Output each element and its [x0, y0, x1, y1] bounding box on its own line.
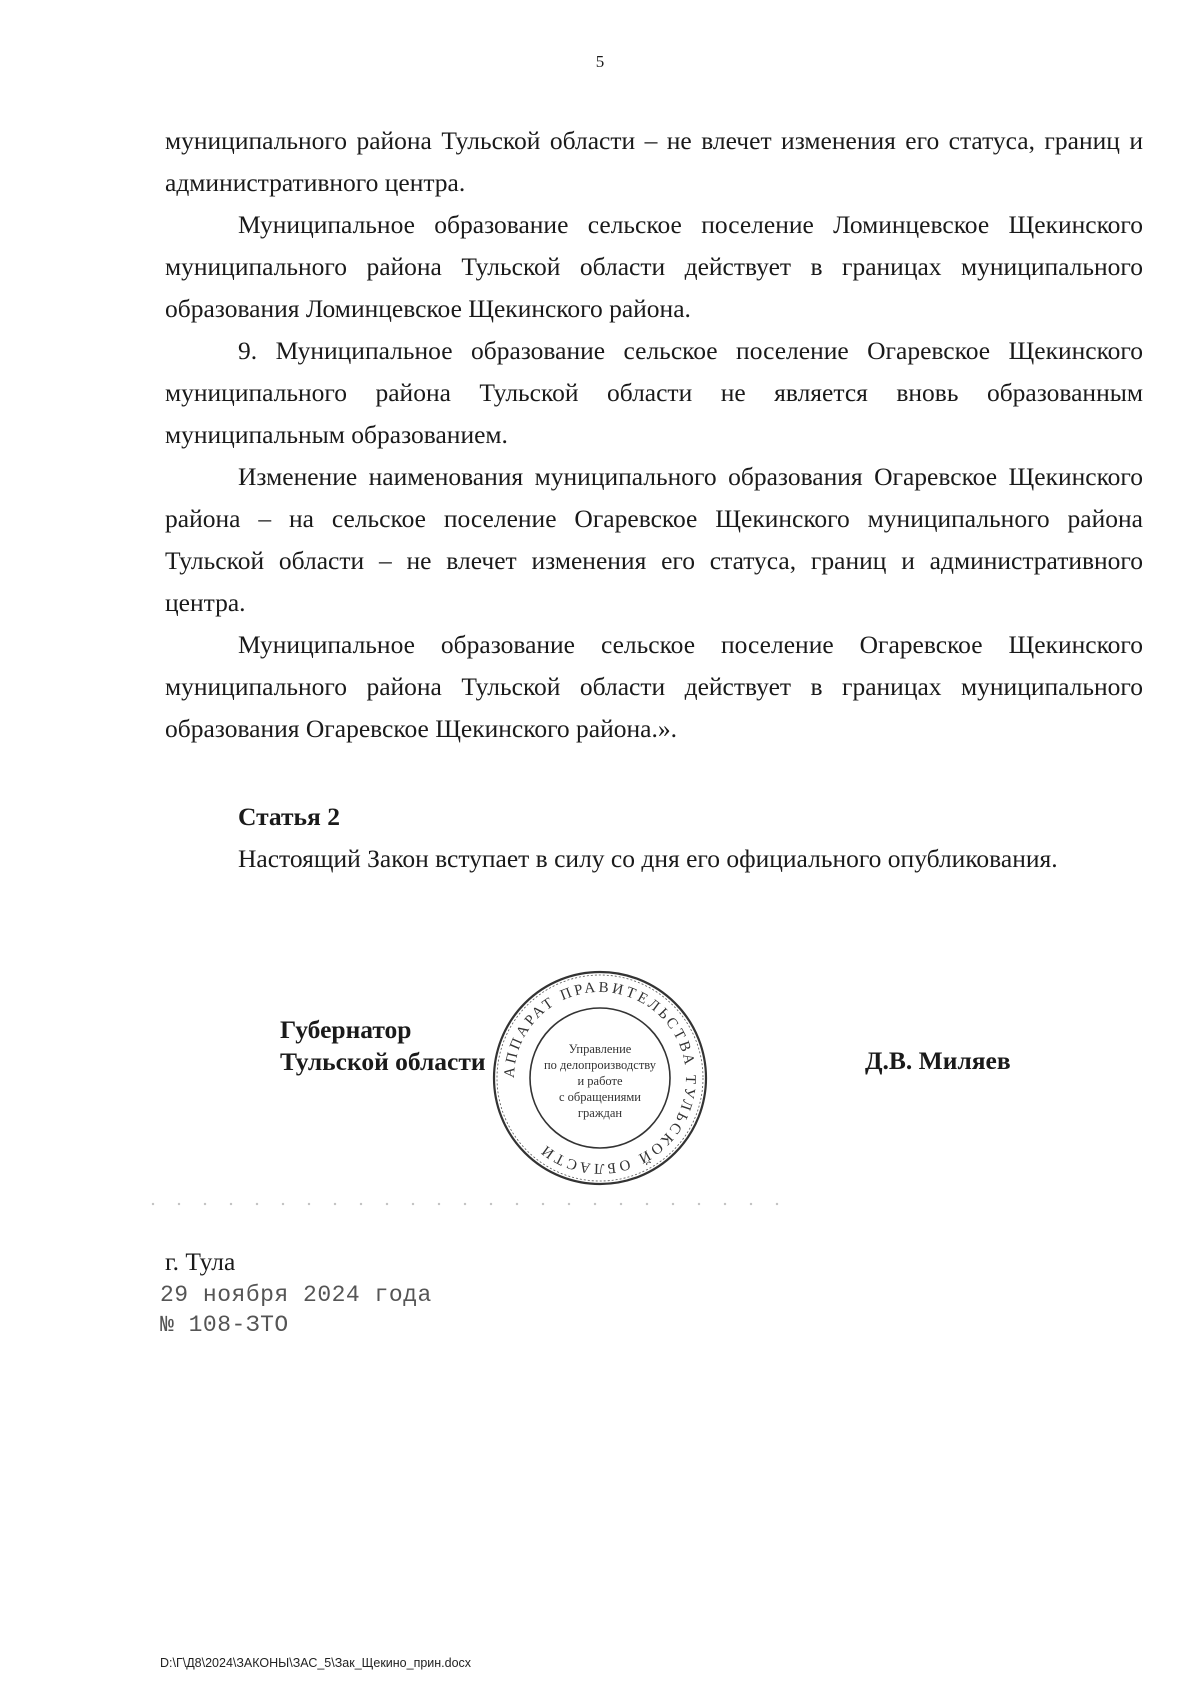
signer-name: Д.В. Миляев [865, 1046, 1011, 1075]
paragraph: Муниципальное образование сельское поселение Огаревское Щекинского муниципального района Тульской области действует в границах муниципального образования Огаревское Щекинского района.». [165, 630, 1143, 743]
svg-text:с обращениями: с обращениями [559, 1090, 641, 1104]
seal-ring-text: АППАРАТ ПРАВИТЕЛЬСТВА ТУЛЬСКОЙ ОБЛАСТИ [501, 979, 699, 1177]
article-2 [165, 796, 1143, 880]
scan-artifact [140, 1202, 790, 1206]
signature-title [280, 1014, 486, 1078]
svg-text:по делопроизводству: по делопроизводству [543, 1058, 657, 1072]
seal-inner-text [544, 1042, 657, 1120]
paragraph: 9. Муниципальное образование сельское поселение Огаревское Щекинского муниципального района Тульской области не является вновь образованным муниципальным образованием. [165, 336, 1143, 449]
paragraph: Муниципальное образование сельское поселение Ломинцевское Щекинского муниципального района Тульской области действует в границах муниципального образования Ломинцевское Щекинского района. [165, 210, 1143, 323]
paragraph: муниципального района Тульской области – не влечет изменения его статуса, границ и административного центра. [165, 126, 1143, 197]
signature-title-line: Губернатор [280, 1015, 412, 1044]
file-path: D:\Г\Д8\2024\ЗАКОНЫ\ЗАС_5\Зак_Щекино_прин.docx [160, 1656, 472, 1670]
signature-title-line: Тульской области [280, 1047, 486, 1076]
article-text: Настоящий Закон вступает в силу со дня его официального опубликования. [238, 844, 1058, 873]
svg-text:и работе: и работе [577, 1074, 623, 1088]
place: г. Тула [165, 1247, 236, 1276]
body-text [165, 120, 1143, 750]
svg-text:граждан: граждан [577, 1106, 623, 1120]
law-number: № 108-ЗТО [160, 1312, 289, 1338]
page-number: 5 [595, 52, 605, 71]
svg-text:Управление: Управление [568, 1042, 632, 1056]
paragraph: Изменение наименования муниципального образования Огаревское Щекинского района – на сельское поселение Огаревское Щекинского муниципального района Тульской области – не влечет изменения его статуса, границ и административного центра. [165, 462, 1143, 617]
article-heading: Статья 2 [238, 802, 340, 831]
official-seal [488, 966, 712, 1190]
law-date: 29 ноября 2024 года [160, 1282, 432, 1308]
